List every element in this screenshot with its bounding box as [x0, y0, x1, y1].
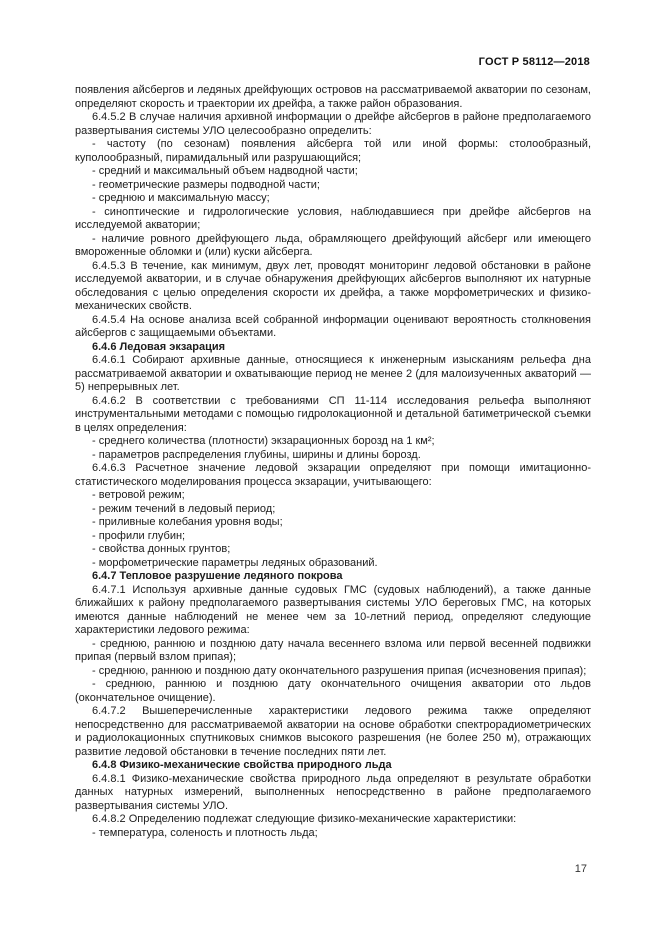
paragraph: 6.4.6.1 Собирают архивные данные, относящиеся к инженерным изысканиям рельефа дна рассматриваемой акватории и охватывающие период не менее 2 (для малоизученных акваторий — 5) непрерывных лет. [75, 354, 591, 393]
list-item: - режим течений в ледовый период; [92, 502, 276, 515]
list-item: - среднюю, раннюю и позднюю дату начала весеннего взлома или первой весенней подвижки припая (первый взлом припая); [75, 637, 591, 663]
paragraph: 6.4.6.3 Расчетное значение ледовой экзарации определяют при помощи имитационно-статистического моделирования процесса экзарации, учитывающего: [75, 462, 591, 488]
list-item: - свойства донных грунтов; [92, 543, 231, 555]
paragraph: 6.4.7.1 Используя архивные данные судовых ГМС (судовых наблюдений), а также данные ближайших к району предполагаемого развертывания системы УЛО береговых ГМС, на которых имеются данные наблюдений не менее чем за 10-летний период, определяют следующие характеристики ледового режима: [75, 583, 591, 636]
document-content [75, 84, 591, 840]
list-item: - среднюю, раннюю и позднюю дату окончательного разрушения припая (исчезновения припая); [92, 664, 587, 677]
list-item: - синоптические и гидрологические условия, наблюдавшиеся при дрейфе айсбергов на исследуемой акватории; [75, 205, 591, 231]
document-header: ГОСТ Р 58112—2018 [478, 56, 590, 68]
paragraph: 6.4.8.2 Определению подлежат следующие физико-механические характеристики: [92, 813, 517, 825]
list-item: - геометрические размеры подводной части; [92, 178, 320, 191]
list-item: - приливные колебания уровня воды; [92, 516, 283, 528]
paragraph: 6.4.7.2 Вышеперечисленные характеристики ледового режима также определяют непосредственно для рассматриваемой акватории на основе обработки спектрорадиометрических и радиолокационных спутниковых снимков высокого разрешения (не более 250 м), отражающих развитие ледовой обстановки в течение последних пяти лет. [75, 705, 591, 758]
paragraph: 6.4.6.2 В соответствии с требованиями СП 11-114 исследования рельефа выполняют инструментальными методами с помощью гидролокационной и детальной батиметрической съемки в целях определения: [75, 394, 591, 434]
list-item: - температура, соленость и плотность льда; [92, 826, 318, 839]
page-number: 17 [574, 863, 587, 875]
list-item: - морфометрические параметры ледяных образований. [92, 556, 378, 569]
list-item: - ветровой режим; [92, 489, 185, 501]
list-item: - средний и максимальный объем надводной части; [92, 165, 358, 177]
paragraph: появления айсбергов и ледяных дрейфующих островов на рассматриваемой акватории по сезонам, определяют скорость и траектории их дрейфа, а также район образования. [75, 84, 591, 110]
list-item: - параметров распределения глубины, ширины и длины борозд. [92, 448, 421, 461]
section-heading: 6.4.7 Тепловое разрушение ледяного покрова [92, 570, 343, 582]
list-item: - среднюю, раннюю и позднюю дату окончательного очищения акватории ото льдов (окончательное очищение). [75, 678, 591, 704]
list-item: - профили глубин; [92, 529, 186, 542]
paragraph: 6.4.5.3 В течение, как минимум, двух лет, проводят мониторинг ледовой обстановки в районе исследуемой акватории, и в случае обнаружения дрейфующих айсбергов выполняют их натурные обследования с целью определения скорости их дрейфа, а также морфометрических и физико-механических свойств. [75, 259, 591, 312]
paragraph: 6.4.5.2 В случае наличия архивной информации о дрейфе айсбергов в районе предполагаемого развертывания системы УЛО целесообразно определить: [75, 111, 591, 137]
section-heading: 6.4.6 Ледовая экзарация [92, 340, 226, 353]
paragraph: 6.4.5.4 На основе анализа всей собранной информации оценивают вероятность столкновения айсбергов с защищаемыми объектами. [75, 313, 591, 339]
section-heading: 6.4.8 Физико-механические свойства природного льда [92, 759, 392, 771]
list-item: - среднюю и максимальную массу; [92, 192, 270, 204]
list-item: - частоту (по сезонам) появления айсберга той или иной формы: столообразный, куполообразный, пирамидальный или разрушающийся; [75, 138, 591, 164]
list-item: - наличие ровного дрейфующего льда, обрамляющего дрейфующий айсберг или имеющего вмороженные обломки и (или) куски айсберга. [75, 232, 591, 258]
paragraph: 6.4.8.1 Физико-механические свойства природного льда определяют в результате обработки данных натурных измерений, выполненных непосредственно в районе предполагаемого развертывания системы УЛО. [75, 772, 591, 812]
list-item: - среднего количества (плотности) экзарационных борозд на 1 км²; [92, 435, 435, 447]
